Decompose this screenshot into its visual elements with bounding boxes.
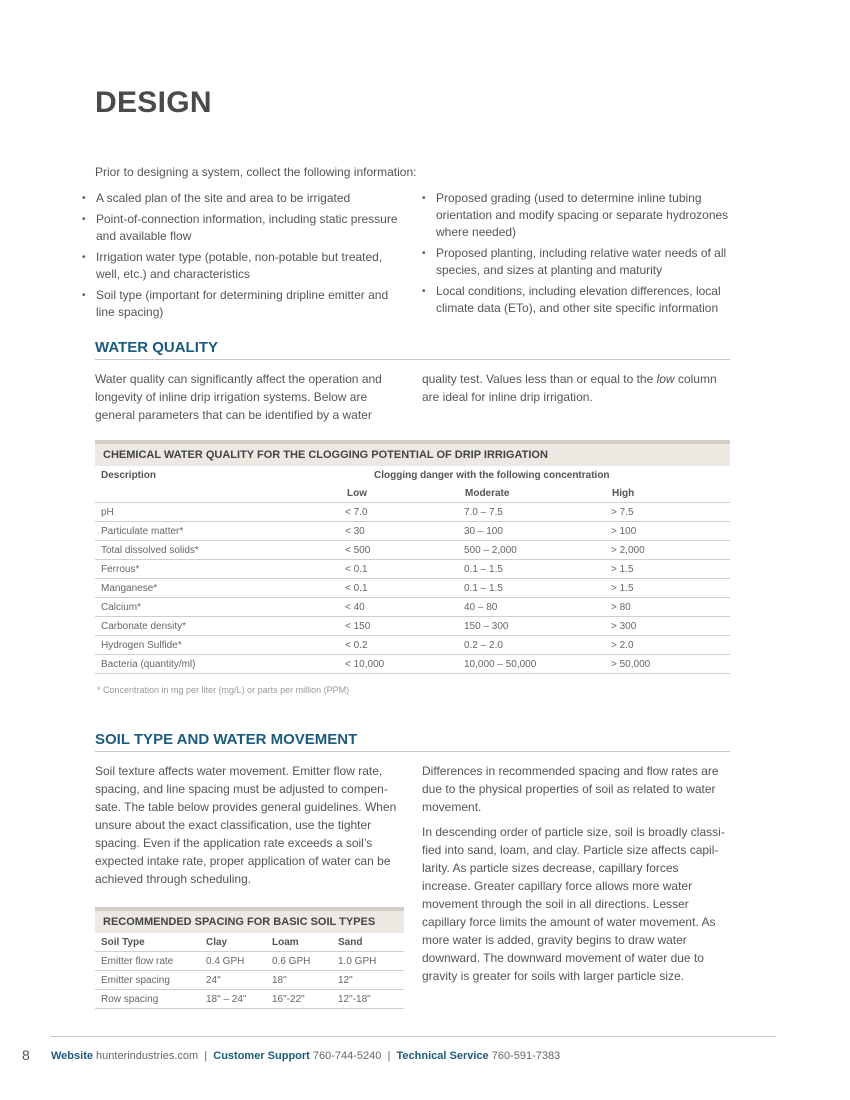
col-high-header: High bbox=[611, 484, 730, 503]
cell-low: < 40 bbox=[345, 598, 464, 617]
water-quality-para-right-a: quality test. Values less than or equal to the bbox=[422, 372, 657, 386]
cell-description: Carbonate density* bbox=[95, 617, 345, 636]
cell-description: Calcium* bbox=[95, 598, 345, 617]
cell-high: > 1.5 bbox=[611, 560, 730, 579]
cell-description: Bacteria (quantity/ml) bbox=[95, 655, 345, 674]
section-divider bbox=[95, 359, 730, 360]
cell-high: > 50,000 bbox=[611, 655, 730, 674]
soil-para-left: Soil texture affects water movement. Emitter flow rate, spacing, and line spacing must be adjusted to compen-sate. The table below provides general guidelines. When unsure about the exact classification, use the tighter spacing. Even if the application rate exceeds a soil’s expected intake rate, proper application of water can be achieved through scheduling. bbox=[95, 764, 397, 886]
cell-high: > 80 bbox=[611, 598, 730, 617]
water-quality-para-right-b: column are ideal for inline drip irrigation. bbox=[422, 372, 717, 404]
table-row bbox=[95, 503, 730, 522]
bullet-list-right bbox=[422, 190, 732, 321]
cell-low: < 500 bbox=[345, 541, 464, 560]
table-row bbox=[95, 579, 730, 598]
footer-divider bbox=[50, 1036, 776, 1037]
table-row bbox=[95, 971, 404, 990]
col-description-header: Description bbox=[101, 469, 157, 481]
cell-low: < 0.2 bbox=[345, 636, 464, 655]
bullet-item: • Proposed grading (used to determine inline tubing orientation and modify spacing or separate hydrozones where needed) bbox=[422, 190, 732, 241]
table-row bbox=[95, 655, 730, 674]
table-row bbox=[95, 598, 730, 617]
bullet-item: • Soil type (important for determining dripline emitter and line spacing) bbox=[82, 287, 402, 321]
cell-description: pH bbox=[95, 503, 345, 522]
cell-clay: 18" – 24" bbox=[200, 990, 268, 1009]
header-sand: Sand bbox=[336, 933, 404, 952]
bullet-item: • Local conditions, including elevation differences, local climate data (ETo), and other site specific information bbox=[422, 283, 732, 317]
cell-low: < 0.1 bbox=[345, 579, 464, 598]
cell-moderate: 0.2 – 2.0 bbox=[464, 636, 611, 655]
cell-description: Ferrous* bbox=[95, 560, 345, 579]
table-row bbox=[95, 560, 730, 579]
table-row bbox=[95, 617, 730, 636]
low-emphasis: low bbox=[656, 372, 675, 386]
cell-sand: 12" bbox=[336, 971, 404, 990]
soil-para-right-1: Differences in recommended spacing and flow rates are due to the physical properties of soil as related to water movement. bbox=[422, 764, 719, 814]
cell-moderate: 7.0 – 7.5 bbox=[464, 503, 611, 522]
cell-high: > 1.5 bbox=[611, 579, 730, 598]
cell-low: < 150 bbox=[345, 617, 464, 636]
cell-moderate: 40 – 80 bbox=[464, 598, 611, 617]
cell-sand: 12"-18" bbox=[336, 990, 404, 1009]
header-clay: Clay bbox=[200, 933, 268, 952]
cell-high: > 100 bbox=[611, 522, 730, 541]
table-row bbox=[95, 952, 404, 971]
water-quality-heading: WATER QUALITY bbox=[95, 339, 219, 356]
cell-soil-type: Row spacing bbox=[95, 990, 200, 1009]
bullet-list-left bbox=[82, 190, 402, 325]
cell-high: > 7.5 bbox=[611, 503, 730, 522]
cell-moderate: 500 – 2,000 bbox=[464, 541, 611, 560]
table-row bbox=[95, 522, 730, 541]
table-row bbox=[95, 990, 404, 1009]
header-loam: Loam bbox=[268, 933, 336, 952]
cell-low: < 0.1 bbox=[345, 560, 464, 579]
soil-para-right-2: In descending order of particle size, soil is broadly classi-fied into sand, loam, and clay. Particle size affects capil-larity. As particle sizes decrease, capillary forces increase. Greater capillary force allows more water movement through the soil in all directions. Lesser capillary force limits the amount of water movement. As more water is added, gravity begins to draw water downward. The downward movement of water due to gravity is greater for soils with larger particle size. bbox=[422, 825, 725, 983]
cell-high: > 2,000 bbox=[611, 541, 730, 560]
footer-separator: | bbox=[387, 1050, 391, 1062]
cell-loam: 0.6 GPH bbox=[268, 952, 336, 971]
website-link[interactable]: hunterindustries.com bbox=[96, 1050, 199, 1062]
water-quality-para-right bbox=[422, 370, 727, 406]
table-row bbox=[95, 636, 730, 655]
col-moderate-header: Moderate bbox=[464, 484, 611, 503]
cell-clay: 0.4 GPH bbox=[200, 952, 268, 971]
header-soil-type: Soil Type bbox=[95, 933, 200, 952]
cell-soil-type: Emitter spacing bbox=[95, 971, 200, 990]
bullet-item: • Proposed planting, including relative water needs of all species, and sizes at planting and maturity bbox=[422, 245, 732, 279]
cell-moderate: 30 – 100 bbox=[464, 522, 611, 541]
tech-label: Technical Service bbox=[396, 1050, 489, 1062]
website-label: Website bbox=[51, 1050, 93, 1062]
cell-loam: 18" bbox=[268, 971, 336, 990]
cell-moderate: 10,000 – 50,000 bbox=[464, 655, 611, 674]
cell-sand: 1.0 GPH bbox=[336, 952, 404, 971]
chem-table-footnote: * Concentration in mg per liter (mg/L) or parts per million (PPM) bbox=[97, 685, 350, 695]
cell-moderate: 0.1 – 1.5 bbox=[464, 579, 611, 598]
footer-separator: | bbox=[204, 1050, 208, 1062]
cell-soil-type: Emitter flow rate bbox=[95, 952, 200, 971]
section-divider bbox=[95, 751, 730, 752]
cell-clay: 24" bbox=[200, 971, 268, 990]
bullet-item: • Point-of-connection information, including static pressure and available flow bbox=[82, 211, 402, 245]
cell-description: Particulate matter* bbox=[95, 522, 345, 541]
page-number: 8 bbox=[22, 1047, 30, 1063]
support-phone[interactable]: 760-744-5240 bbox=[312, 1050, 382, 1062]
cell-loam: 16"-22" bbox=[268, 990, 336, 1009]
soil-table-title: RECOMMENDED SPACING FOR BASIC SOIL TYPES bbox=[95, 907, 404, 933]
cell-low: < 7.0 bbox=[345, 503, 464, 522]
tech-phone[interactable]: 760-591-7383 bbox=[491, 1050, 561, 1062]
chem-table-title: CHEMICAL WATER QUALITY FOR THE CLOGGING POTENTIAL OF DRIP IRRIGATION bbox=[95, 440, 730, 466]
page-title: DESIGN bbox=[95, 86, 212, 119]
soil-table bbox=[95, 933, 404, 1009]
table-row bbox=[95, 541, 730, 560]
cell-description: Hydrogen Sulfide* bbox=[95, 636, 345, 655]
water-quality-para-left: Water quality can significantly affect the operation and longevity of inline drip irrigation systems. Below are general parameters that can be identified by a water bbox=[95, 372, 382, 422]
soil-heading: SOIL TYPE AND WATER MOVEMENT bbox=[95, 731, 358, 748]
chem-table bbox=[95, 466, 730, 674]
cell-moderate: 150 – 300 bbox=[464, 617, 611, 636]
cell-description: Manganese* bbox=[95, 579, 345, 598]
cell-low: < 30 bbox=[345, 522, 464, 541]
intro-text: Prior to designing a system, collect the following information: bbox=[95, 165, 417, 179]
support-label: Customer Support bbox=[213, 1050, 310, 1062]
cell-high: > 300 bbox=[611, 617, 730, 636]
bullet-item: • A scaled plan of the site and area to be irrigated bbox=[82, 190, 402, 207]
footer bbox=[51, 1050, 560, 1062]
col-low-header: Low bbox=[345, 484, 464, 503]
cell-moderate: 0.1 – 1.5 bbox=[464, 560, 611, 579]
bullet-item: • Irrigation water type (potable, non-potable but treated, well, etc.) and characteristics bbox=[82, 249, 402, 283]
col-group-header: Clogging danger with the following concentration bbox=[374, 469, 610, 481]
cell-high: > 2.0 bbox=[611, 636, 730, 655]
cell-description: Total dissolved solids* bbox=[95, 541, 345, 560]
cell-low: < 10,000 bbox=[345, 655, 464, 674]
